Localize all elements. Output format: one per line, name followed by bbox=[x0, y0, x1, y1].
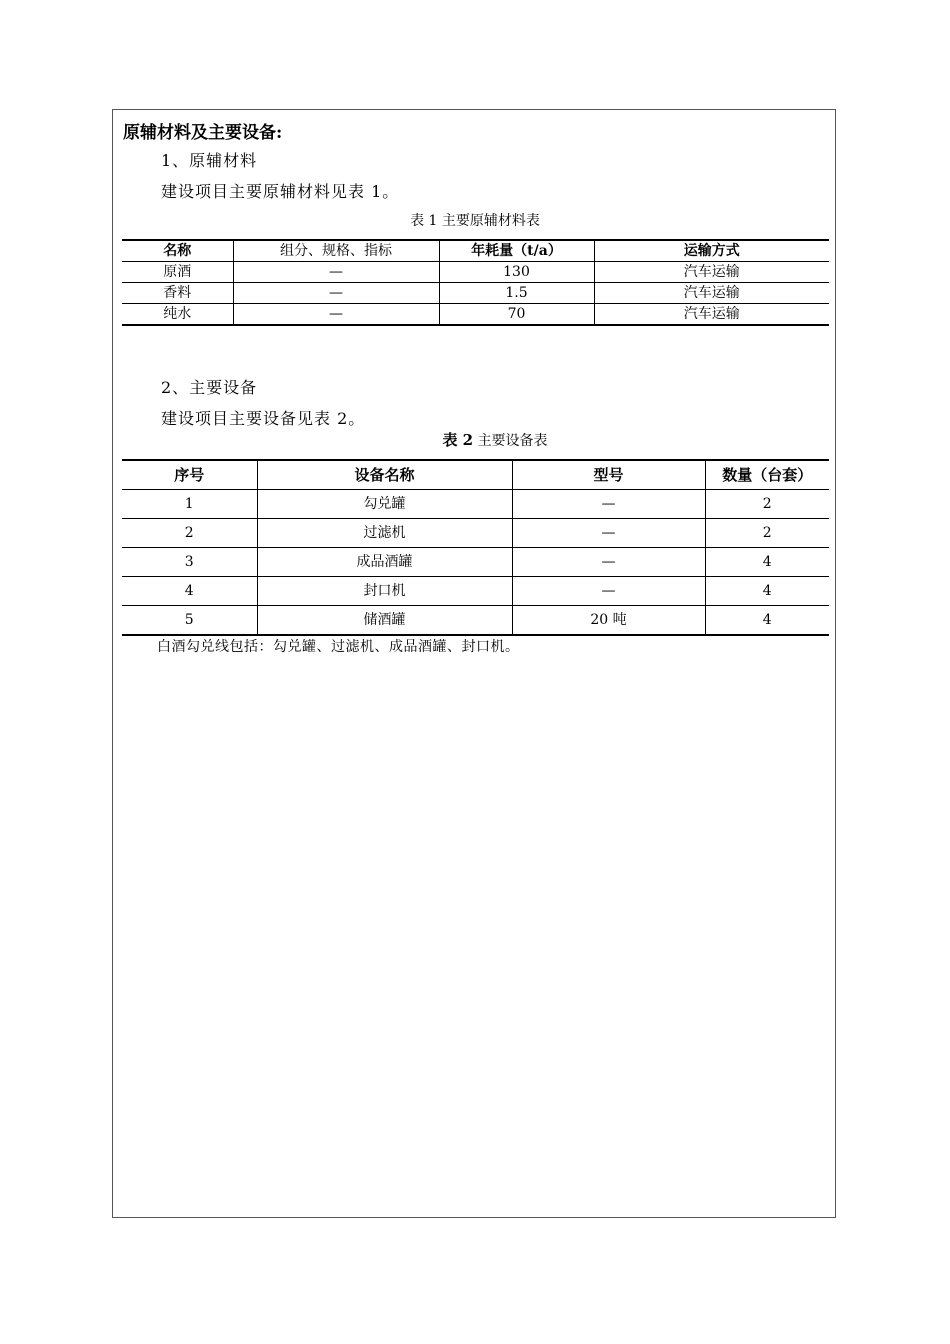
table1-caption: 表 1 主要原辅材料表 bbox=[410, 213, 540, 229]
document-frame bbox=[112, 109, 836, 1218]
table-cell: 4 bbox=[122, 577, 257, 606]
section2-intro: 建设项目主要设备见表 2。 bbox=[161, 409, 366, 428]
table-cell: 2 bbox=[705, 519, 829, 548]
table-cell: — bbox=[233, 262, 439, 283]
table-cell: 储酒罐 bbox=[257, 606, 512, 636]
table-cell: 香料 bbox=[122, 283, 233, 304]
table-row bbox=[122, 490, 829, 519]
equipment-table bbox=[122, 459, 829, 636]
table-cell: — bbox=[512, 519, 705, 548]
table-row bbox=[122, 519, 829, 548]
table-cell: 2 bbox=[122, 519, 257, 548]
table-cell: 130 bbox=[439, 262, 594, 283]
table-row bbox=[122, 283, 829, 304]
table-cell: 2 bbox=[705, 490, 829, 519]
table-cell: 成品酒罐 bbox=[257, 548, 512, 577]
table-cell: 3 bbox=[122, 548, 257, 577]
table-cell: 1.5 bbox=[439, 283, 594, 304]
table-cell: 勾兑罐 bbox=[257, 490, 512, 519]
table-row bbox=[122, 304, 829, 326]
table-cell: 汽车运输 bbox=[594, 262, 829, 283]
table-cell: 封口机 bbox=[257, 577, 512, 606]
table-cell: 汽车运输 bbox=[594, 283, 829, 304]
table-cell: — bbox=[233, 304, 439, 326]
table-row bbox=[122, 548, 829, 577]
column-header: 序号 bbox=[122, 460, 257, 490]
table-cell: — bbox=[512, 577, 705, 606]
table-cell: 1 bbox=[122, 490, 257, 519]
table-cell: 70 bbox=[439, 304, 594, 326]
table2-caption-text: 主要设备表 bbox=[477, 433, 548, 449]
section-heading: 原辅材料及主要设备: bbox=[123, 123, 283, 143]
section2-title: 2、主要设备 bbox=[161, 378, 258, 397]
table-cell: 4 bbox=[705, 577, 829, 606]
table-header-row bbox=[122, 460, 829, 490]
materials-table bbox=[122, 239, 829, 326]
table-row bbox=[122, 606, 829, 636]
column-header: 年耗量（t/a） bbox=[439, 240, 594, 262]
table-cell: 纯水 bbox=[163, 305, 192, 322]
column-header: 型号 bbox=[512, 460, 705, 490]
table2-caption-number: 表 2 bbox=[442, 431, 474, 449]
table-header-row bbox=[122, 240, 829, 262]
table-cell: — bbox=[233, 283, 439, 304]
table-row bbox=[122, 262, 829, 283]
column-header: 设备名称 bbox=[257, 460, 512, 490]
section1-title: 1、原辅材料 bbox=[161, 151, 258, 170]
table-cell: 4 bbox=[705, 548, 829, 577]
equipment-note: 白酒勾兑线包括：勾兑罐、过滤机、成品酒罐、封口机。 bbox=[157, 639, 520, 655]
table-cell: — bbox=[512, 490, 705, 519]
column-header: 数量（台套） bbox=[705, 460, 829, 490]
table2-caption bbox=[113, 429, 877, 450]
table-cell: 4 bbox=[705, 606, 829, 636]
column-header: 运输方式 bbox=[594, 240, 829, 262]
column-header: 名称 bbox=[122, 240, 233, 262]
table-row bbox=[122, 577, 829, 606]
table-cell: 原酒 bbox=[122, 262, 233, 283]
table-cell: 汽车运输 bbox=[594, 304, 829, 326]
table-cell: 过滤机 bbox=[257, 519, 512, 548]
table-cell: — bbox=[512, 548, 705, 577]
column-header: 组分、规格、指标 bbox=[233, 240, 439, 262]
table-cell: 20 吨 bbox=[512, 606, 705, 636]
section1-intro: 建设项目主要原辅材料见表 1。 bbox=[161, 182, 400, 201]
table-cell: 5 bbox=[184, 612, 194, 628]
